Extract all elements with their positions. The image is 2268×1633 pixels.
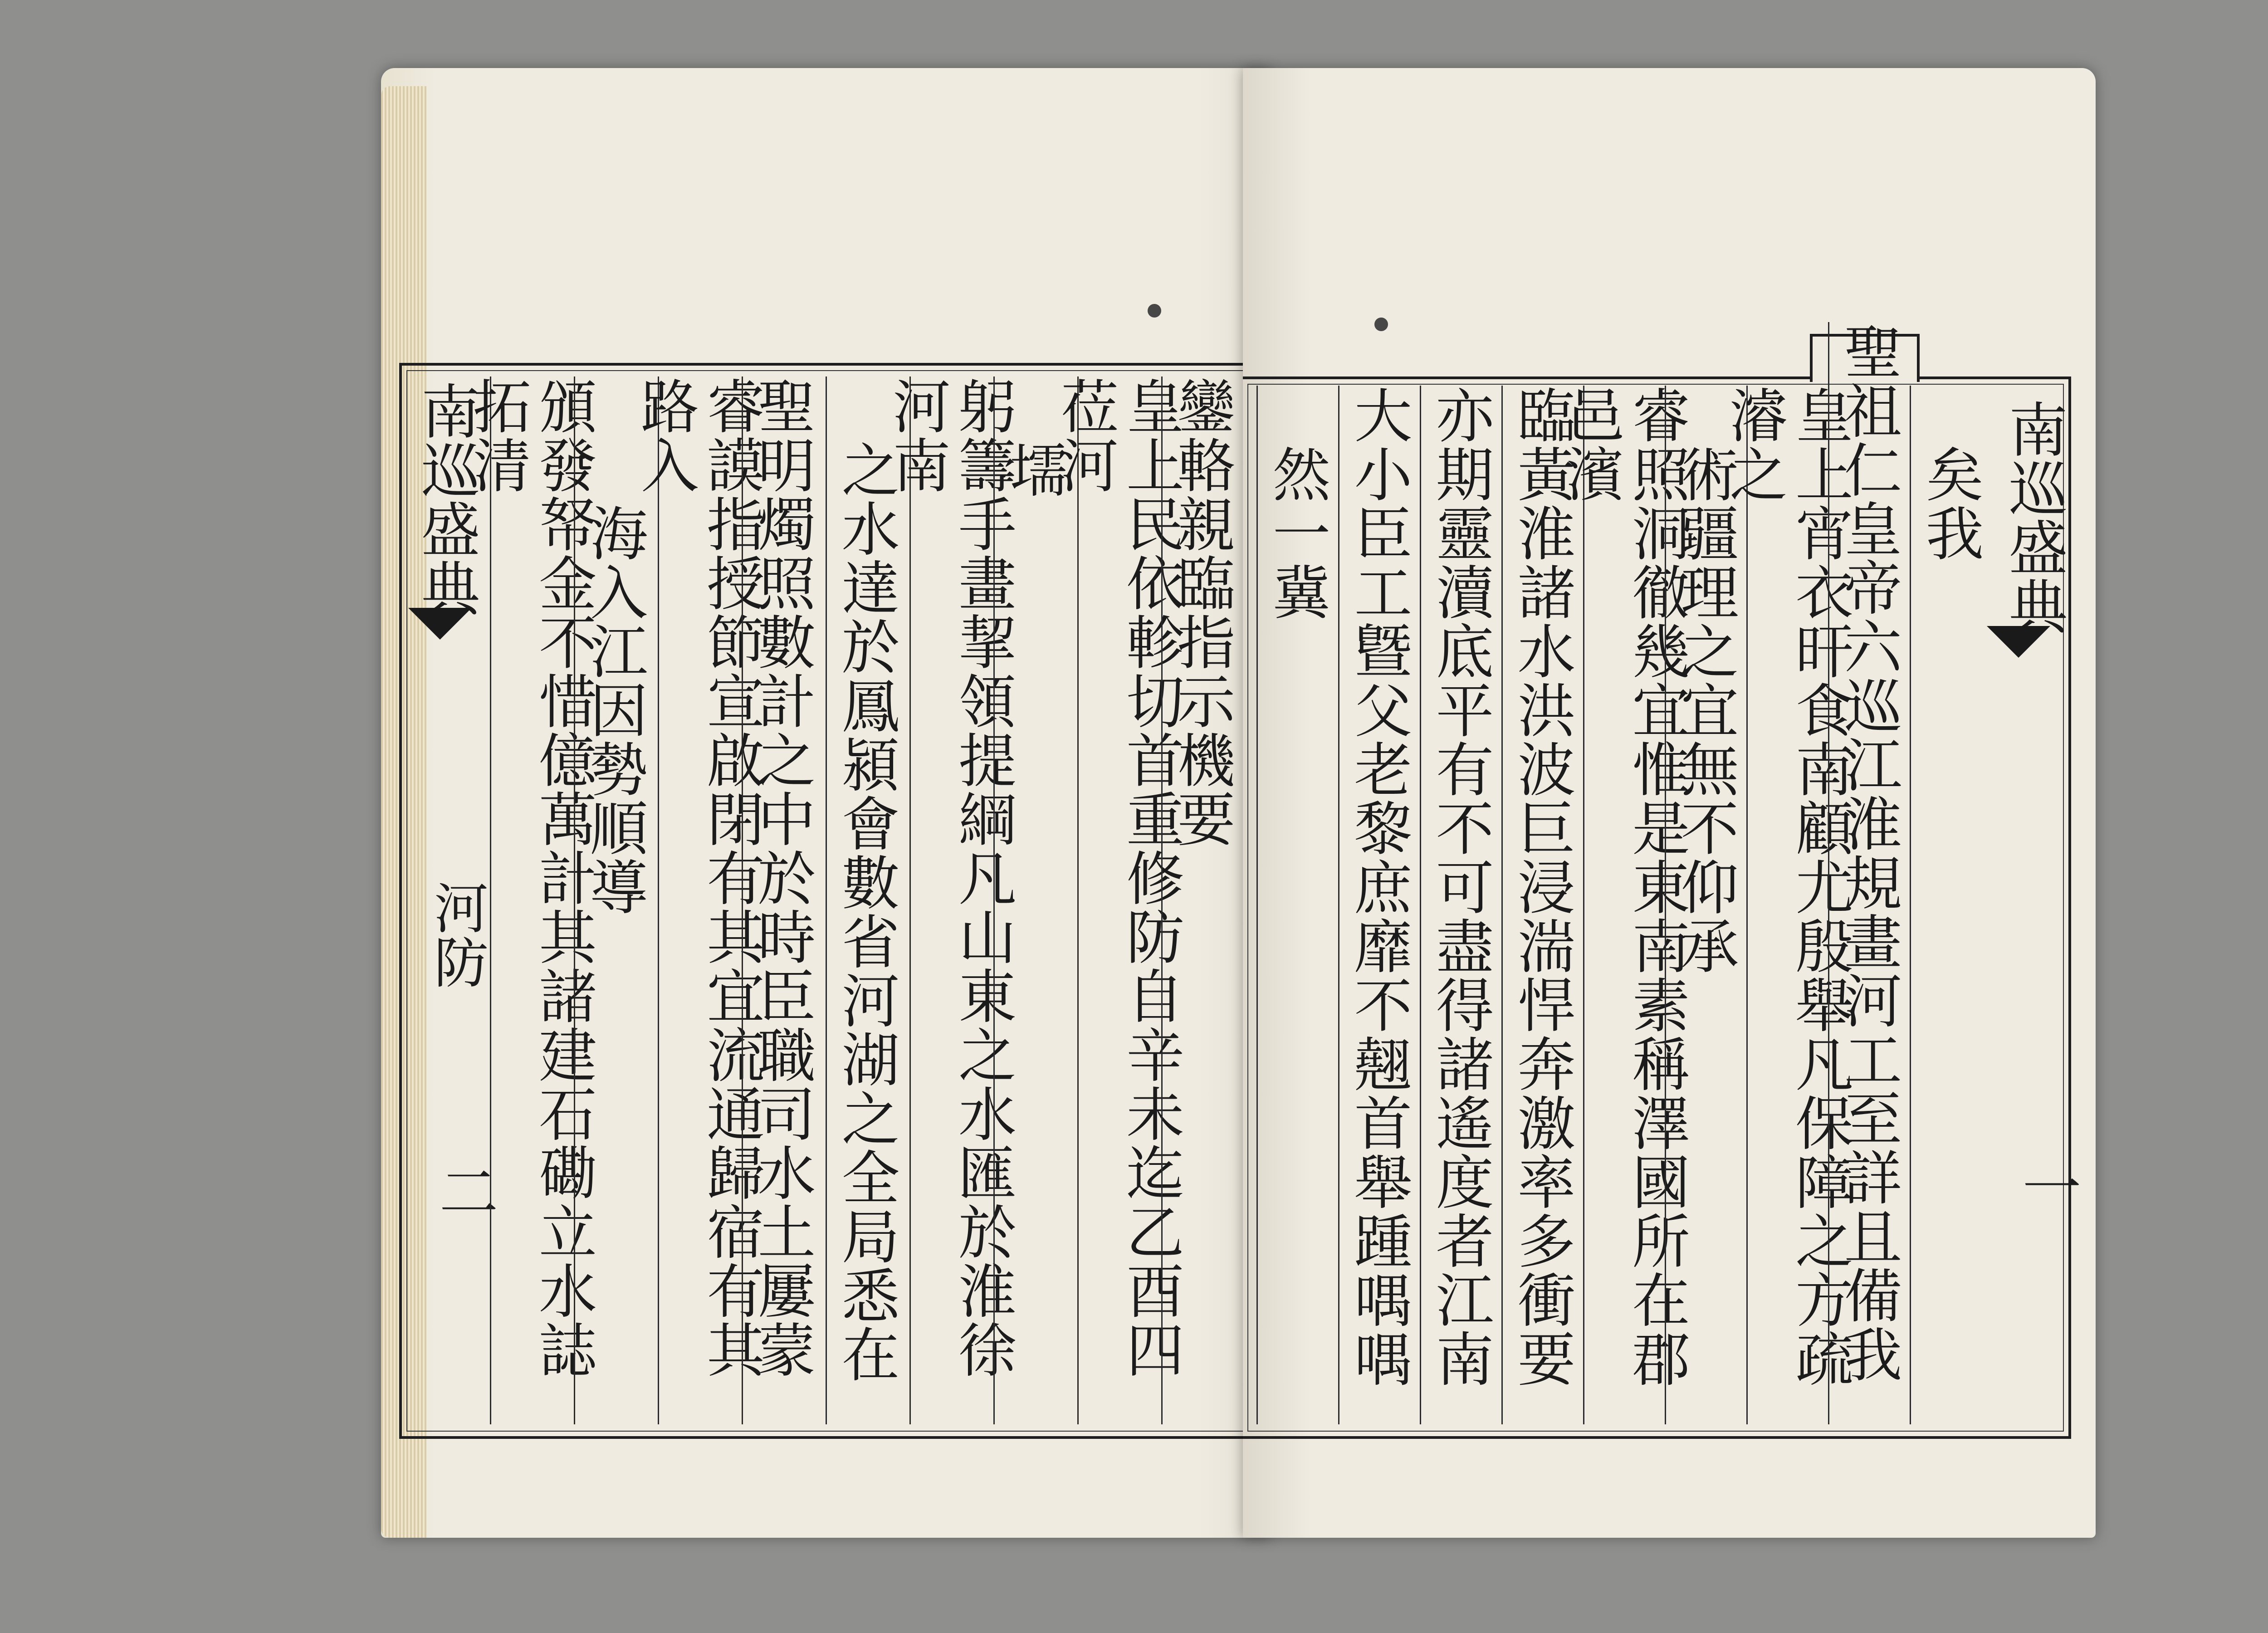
right-page — [1243, 68, 2096, 1538]
text-column: 然一冀 — [1256, 386, 1335, 1424]
left-page — [381, 68, 1270, 1538]
text-column: 頒發帑金不惜億萬計其諸建石磡立水誌拓清 — [490, 376, 568, 1424]
left-folio: 二 — [430, 1161, 499, 1220]
text-column: 臨黃淮諸水洪波巨浸湍悍奔激率多衝要 — [1501, 386, 1580, 1424]
fish-tail-mark — [408, 608, 472, 640]
text-column: 皇上民依軫切首重修防自辛未迄乙酉四莅河 — [1077, 376, 1156, 1424]
text-column: 鑾輅親臨指示機要 — [1161, 376, 1240, 1424]
left-header: 南巡盛典 — [411, 381, 480, 617]
text-column: 睿照洞徹幾宜惟是東南素稱澤國所在郡邑濱 — [1583, 386, 1662, 1424]
text-column: 術疆理之宜無不仰承 — [1665, 386, 1743, 1424]
text-column: 皇上宵衣旰食南顧尤殷舉凡保障之方疏濬之 — [1746, 386, 1825, 1424]
binding-hole — [1374, 318, 1388, 331]
right-folio: 一 — [2013, 1157, 2082, 1216]
fish-tail-mark — [1987, 626, 2050, 658]
text-column: 聖祖仁皇帝六巡江淮規畫河工至詳且備我 — [1828, 322, 1906, 1424]
text-column: 睿謨指授節宣啟閉有其宜流通歸宿有其路入 — [658, 376, 736, 1424]
text-column: 亦期靈瀆底平有不可盡得諸遙度者江南 — [1420, 386, 1498, 1424]
text-column: 之水達於鳳潁會數省河湖之全局悉在 — [826, 376, 904, 1424]
text-column: 海入江因勢順導 — [574, 376, 652, 1424]
text-column: 壖 — [993, 376, 1072, 1424]
left-section: 河防 — [425, 880, 488, 989]
text-column: 躬籌手畫挈領提綱凡山東之水匯於淮徐河南 — [909, 376, 988, 1424]
open-book — [354, 68, 2100, 1547]
text-column: 矣我 — [1910, 386, 1988, 1424]
text-column: 聖明燭照數計之中於時臣職司水土屢蒙 — [742, 376, 820, 1424]
right-header: 南巡盛典 — [1999, 399, 2068, 635]
text-column: 大小臣工曁父老黎庶靡不翹首舉踵喁喁 — [1338, 386, 1417, 1424]
binding-hole — [1148, 304, 1161, 318]
